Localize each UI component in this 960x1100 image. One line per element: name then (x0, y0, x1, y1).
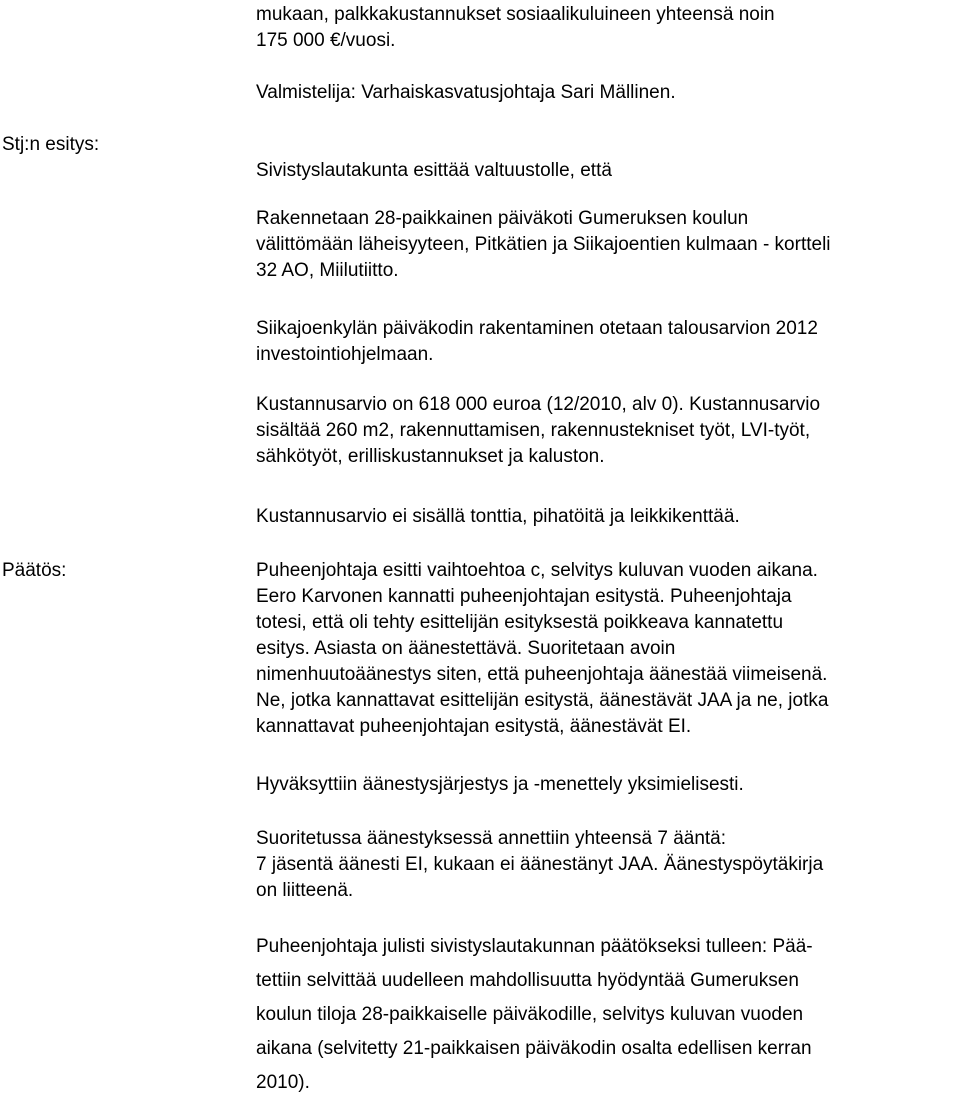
text-line: sähkötyöt, erilliskustannukset ja kaluston. (256, 446, 605, 467)
text-line: 175 000 €/vuosi. (256, 30, 396, 51)
section-label-stj-esitys: Stj:n esitys: (2, 134, 100, 155)
text-line: Rakennetaan 28-paikkainen päiväkoti Gumeruksen koulun (256, 208, 749, 229)
intro-paragraph (256, 2, 956, 54)
text-line: tettiin selvittää uudelleen mahdollisuutta hyödyntää Gumeruksen (256, 970, 799, 991)
esitys-paragraph-3 (256, 316, 956, 368)
text-line: on liitteenä. (256, 880, 354, 901)
text-line: investointiohjelmaan. (256, 344, 434, 365)
esitys-paragraph-4 (256, 392, 956, 470)
paatos-paragraph-3 (256, 826, 956, 904)
text-line: Hyväksyttiin äänestysjärjestys ja -menettely yksimielisesti. (256, 774, 744, 795)
text-line: välittömään läheisyyteen, Pitkätien ja Siikajoentien kulmaan - kortteli (256, 234, 831, 255)
text-line: totesi, että oli tehty esittelijän esityksestä poikkeava kannatettu (256, 612, 784, 633)
text-line: Suoritetussa äänestyksessä annettiin yhteensä 7 ääntä: (256, 828, 727, 849)
text-line: sisältää 260 m2, rakennuttamisen, rakennustekniset työt, LVI-työt, (256, 420, 811, 441)
valmistelija-line (256, 80, 956, 106)
text-line: Valmistelija: Varhaiskasvatusjohtaja Sari Mällinen. (256, 82, 676, 103)
paatos-paragraph-1 (256, 558, 956, 740)
text-line: Eero Karvonen kannatti puheenjohtajan esitystä. Puheenjohtaja (256, 586, 792, 607)
paatos-paragraph-4 (256, 930, 956, 1100)
text-line: 2010). (256, 1072, 310, 1093)
esitys-paragraph-5 (256, 504, 956, 530)
text-line: aikana (selvitetty 21-paikkaisen päiväkodin osalta edellisen kerran (256, 1038, 812, 1059)
text-line: koulun tiloja 28-paikkaiselle päiväkodille, selvitys kuluvan vuoden (256, 1004, 804, 1025)
text-line: 7 jäsentä äänesti EI, kukaan ei äänestänyt JAA. Äänestyspöytäkirja (256, 854, 824, 875)
text-line: 32 AO, Miilutiitto. (256, 260, 399, 281)
text-line: Puheenjohtaja julisti sivistyslautakunnan päätökseksi tulleen: Pää- (256, 936, 813, 957)
text-line: nimenhuutoäänestys siten, että puheenjohtaja äänestää viimeisenä. (256, 664, 828, 685)
text-line: Puheenjohtaja esitti vaihtoehtoa c, selvitys kuluvan vuoden aikana. (256, 560, 818, 581)
text-line: mukaan, palkkakustannukset sosiaalikuluineen yhteensä noin (256, 4, 775, 25)
text-line: Siikajoenkylän päiväkodin rakentaminen otetaan talousarvion 2012 (256, 318, 818, 339)
text-line: Kustannusarvio ei sisällä tonttia, pihatöitä ja leikkikenttää. (256, 506, 740, 527)
paatos-paragraph-2 (256, 772, 956, 798)
text-line: esitys. Asiasta on äänestettävä. Suoritetaan avoin (256, 638, 676, 659)
text-line: kannattavat puheenjohtajan esitystä, äänestävät EI. (256, 716, 692, 737)
text-line: Sivistyslautakunta esittää valtuustolle, että (256, 160, 612, 181)
section-label-paatos: Päätös: (2, 560, 67, 581)
esitys-paragraph-1 (256, 158, 956, 184)
text-line: Ne, jotka kannattavat esittelijän esitystä, äänestävät JAA ja ne, jotka (256, 690, 829, 711)
esitys-paragraph-2 (256, 206, 956, 284)
text-line: Kustannusarvio on 618 000 euroa (12/2010, alv 0). Kustannusarvio (256, 394, 821, 415)
